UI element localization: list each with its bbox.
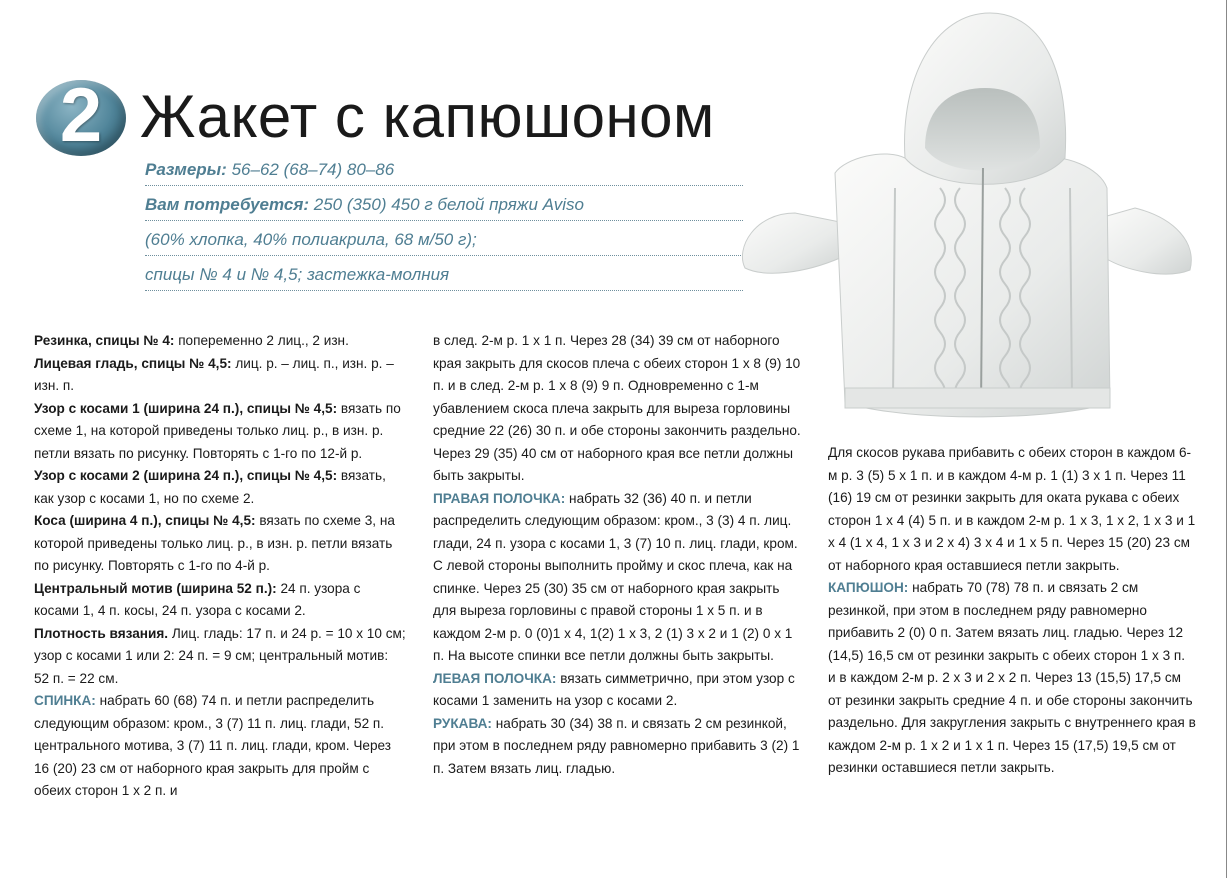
right-front-text: набрать 32 (36) 40 п. и петли распределить следующим образом: кром., 3 (3) 4 п. лиц. глади, 24 п. узора с косами 1, 3 (7) 10 п. лиц. глади, кром. С левой стороны выполнить пройму и скос плеча, как на спинке. Через 25 (30) 35 см от наборного края закрыть для выреза горловины с правой стороны 1 x 5 п. и в каждом 2-м р. 0 (0)1 x 4, 1(2) 1 x 3, 2 (1) 3 x 2 и 1 (2) 0 x 1 п. На высоте спинки все петли должны быть закрыты.: [433, 490, 798, 663]
paragraph-cable-1: [34, 398, 406, 466]
paragraph-sleeves: [433, 713, 801, 781]
paragraph-right-front: [433, 488, 801, 668]
page-title: Жакет с капюшоном: [140, 83, 715, 150]
badge-number: 2: [59, 73, 103, 158]
cable-1-text: вязать по схеме 1, на которой приведены только лиц. р., в изн. р. петли вязать по рисунку. Повторять с 1-го по 12-й р.: [34, 400, 401, 461]
rib-label: Резинка, спицы № 4:: [34, 333, 175, 348]
paragraph-gauge: [34, 623, 406, 691]
hood-text: набрать 70 (78) 78 п. и связать 2 см резинкой, при этом в последнем ряду равномерно прибавить 2 (0) 0 п. Затем вязать лиц. гладью. Через 12 (14,5) 16,5 см от резинки закрыть с обеих сторон 1 x 3 п. и в каждом 2-м р. 2 x 3 и 2 x 2 п. Через 13 (15,5) 17,5 см от резинки закрыть средние 4 п. и обе стороны закончить раздельно. Для закругления закрыть с внутреннего края в каждом 2-м р. 1 x 2 и 1 x 1 п. Через 15 (17,5) 19,5 см от резинки оставшиеся петли закрыть.: [828, 580, 1196, 775]
paragraph-rib: [34, 330, 406, 353]
column-1: [34, 330, 406, 803]
central-motif-label: Центральный мотив (ширина 52 п.):: [34, 580, 277, 596]
right-front-heading: ПРАВАЯ ПОЛОЧКА:: [433, 490, 566, 506]
gauge-label: Плотность вязания.: [34, 625, 169, 641]
paragraph-back-continued: в след. 2-м р. 1 x 1 п. Через 28 (34) 39 см от наборного края закрыть для скосов плеча с обеих сторон 1 x 8 (9) 10 п. и в след. 2-м р. 1 x 8 (9) 9 п. Одновременно с 1-м убавлением скоса плеча закрыть для выреза горловины средние 22 (26) 30 п. и обе стороны закончить раздельно. Через 29 (35) 40 см от наборного края все петли должны быть закрыты.: [433, 333, 801, 483]
cable-1-label: Узор с косами 1 (ширина 24 п.), спицы № 4,5:: [34, 400, 338, 416]
cable-2-text: вязать, как узор с косами 1, но по схеме 2.: [34, 468, 386, 506]
spec-sizes-label: Размеры:: [145, 160, 227, 179]
spec-need-label: Вам потребуется:: [145, 195, 309, 214]
column-2: [433, 330, 801, 780]
spec-tools: спицы № 4 и № 4,5; застежка-молния: [145, 260, 743, 291]
paragraph-stockinette: [34, 353, 406, 398]
spec-sizes: [145, 155, 743, 186]
central-motif-text: 24 п. узора с косами 1, 4 п. косы, 24 п. узора с косами 2.: [34, 580, 361, 618]
rib-text: попеременно 2 лиц., 2 изн.: [174, 333, 349, 348]
sleeves-text: набрать 30 (34) 38 п. и связать 2 см резинкой, при этом в последнем ряду равномерно прибавить 3 (2) 1 п. Затем вязать лиц. гладью.: [433, 715, 800, 776]
back-heading: СПИНКА:: [34, 693, 96, 708]
page-edge-divider: [1226, 0, 1227, 878]
paragraph-cable-2: [34, 465, 406, 510]
paragraph-hood: [828, 577, 1196, 780]
jacket-photo: [735, 8, 1200, 438]
back-text: набрать 60 (68) 74 п. и петли распределить следующим образом: кром., 3 (7) 11 п. лиц. глади, 52 п. центрального мотива, 3 (7) 11 п. лиц. глади, кром. Через 16 (20) 23 см от наборного края закрыть для пройм с обеих сторон 1 x 2 п. и: [34, 693, 392, 798]
number-badge: [36, 73, 126, 158]
column-3: [828, 442, 1196, 780]
spec-need-value: 250 (350) 450 г белой пряжи Aviso: [313, 195, 584, 214]
spec-composition: (60% хлопка, 40% полиакрила, 68 м/50 г);: [145, 225, 743, 256]
stockinette-label: Лицевая гладь, спицы № 4,5:: [34, 355, 232, 371]
sleeves-heading: РУКАВА:: [433, 715, 492, 731]
paragraph-central-motif: [34, 578, 406, 623]
paragraph-braid: [34, 510, 406, 578]
cable-2-label: Узор с косами 2 (ширина 24 п.), спицы № 4,5:: [34, 468, 338, 483]
left-front-text: вязать симметрично, при этом узор с косами 1 заменить на узор с косами 2.: [433, 670, 795, 708]
left-front-heading: ЛЕВАЯ ПОЛОЧКА:: [433, 670, 557, 686]
paragraph-left-front: [433, 668, 801, 713]
spec-materials: [145, 190, 743, 221]
paragraph-sleeves-continued: Для скосов рукава прибавить с обеих сторон в каждом 6-м р. 3 (5) 5 x 1 п. и в каждом 4-м р. 1 (1) 3 x 1 п. Через 11 (16) 19 см от резинки закрыть для оката рукава с обеих сторон 1 x 4 (4) 5 п. и в каждом 2-м р. 1 x 3, 1 x 2, 1 x 3 и 1 x 4 (1 x 4, 1 x 3 и 2 x 4) 3 x 4 и 1 x 5 п. Через 15 (20) 23 см от наборного края оставшиеся петли закрыть.: [828, 445, 1196, 573]
spec-sizes-value: 56–62 (68–74) 80–86: [231, 160, 395, 179]
stockinette-text: лиц. р. – лиц. п., изн. р. – изн. п.: [34, 355, 394, 393]
braid-label: Коса (ширина 4 п.), спицы № 4,5:: [34, 513, 256, 528]
paragraph-back: [34, 690, 406, 803]
hood-heading: КАПЮШОН:: [828, 580, 909, 595]
braid-text: вязать по схеме 3, на которой приведены только лиц. р., в изн. р. петли вязать по рисунку. Повторять с 1-го по 4-й р.: [34, 513, 395, 573]
gauge-text: Лиц. гладь: 17 п. и 24 р. = 10 x 10 см; узор с косами 1 или 2: 24 п. = 9 см; центральный мотив: 52 п. = 22 см.: [34, 625, 406, 686]
